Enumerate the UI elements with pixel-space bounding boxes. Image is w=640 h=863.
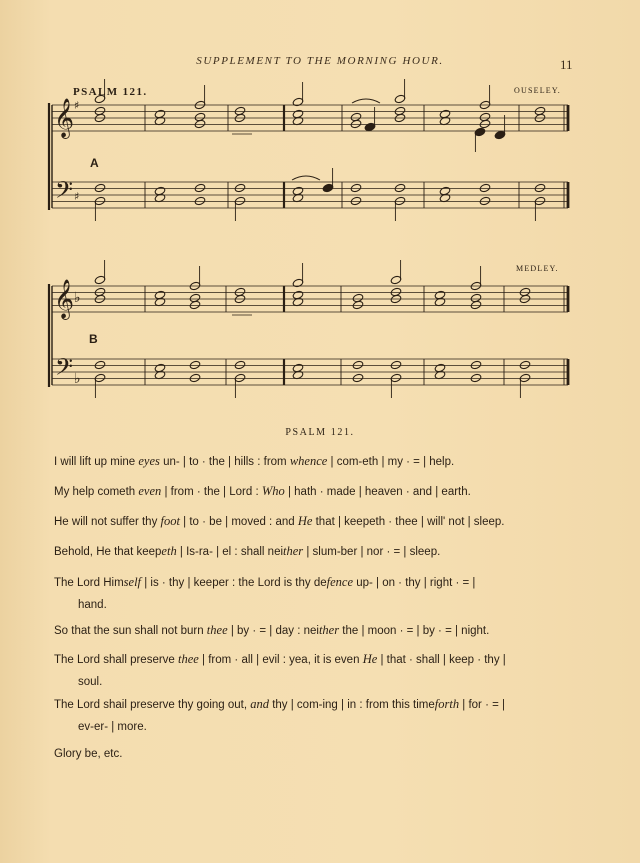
note-head [390, 373, 402, 383]
slur [352, 99, 380, 103]
verse-line: Behold, He that keepeth | Is-ra- | el : shall neither | slum-ber | nor · = | sleep. [54, 544, 441, 558]
music-score [0, 0, 640, 420]
note-head [534, 183, 546, 193]
note-head [194, 196, 206, 206]
verse-line: The Lord Himself | is · thy | keeper : the Lord is thy defence up- | on · thy | right · = | hand. [54, 571, 590, 616]
note-head [394, 196, 406, 206]
note-head [479, 119, 491, 129]
note-head [470, 300, 482, 310]
note-head [394, 94, 406, 104]
bass-clef: 𝄢 [55, 176, 74, 209]
note-head [470, 373, 482, 383]
treble-clef: 𝄞 [54, 279, 75, 319]
composer-b: MEDLEY. [516, 264, 559, 273]
note-head [234, 373, 246, 383]
note-head [94, 275, 106, 285]
note-head [350, 183, 362, 193]
verse-line: The Lord shail preserve thy going out, and thy | com-ing | in : from this timeforth | for · = | ev-er- | more. [54, 693, 590, 738]
note-head [194, 119, 206, 129]
note-head [350, 119, 362, 129]
note-head [352, 300, 364, 310]
psalm-text-title: PSALM 121. [285, 427, 355, 438]
note-head [94, 360, 106, 370]
note-head [352, 373, 364, 383]
flat-sign: ♭ [74, 290, 81, 306]
running-head: SUPPLEMENT TO THE MORNING HOUR. [196, 55, 444, 67]
note-head [234, 196, 246, 206]
note-head [234, 360, 246, 370]
note-head [94, 94, 106, 104]
tune-title: PSALM 121. [73, 86, 148, 98]
verse-line: So that the sun shall not burn thee | by · = | day : neither the | moon · = | by · = | night. [54, 623, 490, 637]
note-head [479, 183, 491, 193]
note-head [189, 360, 201, 370]
note-head [479, 196, 491, 206]
note-head [390, 360, 402, 370]
note-head [390, 275, 402, 285]
note-head [194, 183, 206, 193]
verse-continuation: soul. [78, 676, 103, 688]
note-head [94, 183, 106, 193]
note-head [350, 196, 362, 206]
note-head [519, 373, 531, 383]
note-head [189, 373, 201, 383]
staff-systems [49, 79, 568, 398]
verse-line: The Lord shall preserve thee | from · all | evil : yea, it is even He | that · shall | keep · thy | soul. [54, 648, 590, 693]
note-head [189, 300, 201, 310]
verse-continuation: ev-er- | more. [78, 721, 147, 733]
note-head [394, 183, 406, 193]
verse-continuation: hand. [78, 599, 107, 611]
page-number: 11 [560, 57, 573, 72]
flat-sign: ♭ [74, 371, 81, 387]
note-head [94, 196, 106, 206]
note-head [474, 127, 486, 137]
note-head [470, 360, 482, 370]
slur [292, 176, 320, 180]
note-head [534, 196, 546, 206]
treble-clef: 𝄞 [54, 98, 75, 138]
composer-a: OUSELEY. [514, 86, 562, 95]
note-head [322, 183, 334, 193]
verse-line: I will lift up mine eyes un- | to · the | hills : from whence | com-eth | my · = | help. [54, 454, 455, 468]
note-head [94, 373, 106, 383]
sharp-sign: ♯ [74, 99, 80, 112]
section-letter-b: B [89, 332, 98, 346]
verse-line: My help cometh even | from · the | Lord : Who | hath · made | heaven · and | earth. [54, 484, 471, 498]
note-head [352, 360, 364, 370]
note-head [234, 183, 246, 193]
note-head [494, 130, 506, 140]
sharp-sign: ♯ [74, 190, 80, 203]
verse-line: He will not suffer thy foot | to · be | moved : and He that | keepeth · thee | will' not | sleep. [54, 514, 505, 528]
section-letter-a: A [90, 156, 99, 170]
note-head [519, 360, 531, 370]
note-head [364, 122, 376, 132]
verse-line: Glory be, etc. [54, 748, 123, 760]
bass-clef: 𝄢 [55, 353, 74, 386]
